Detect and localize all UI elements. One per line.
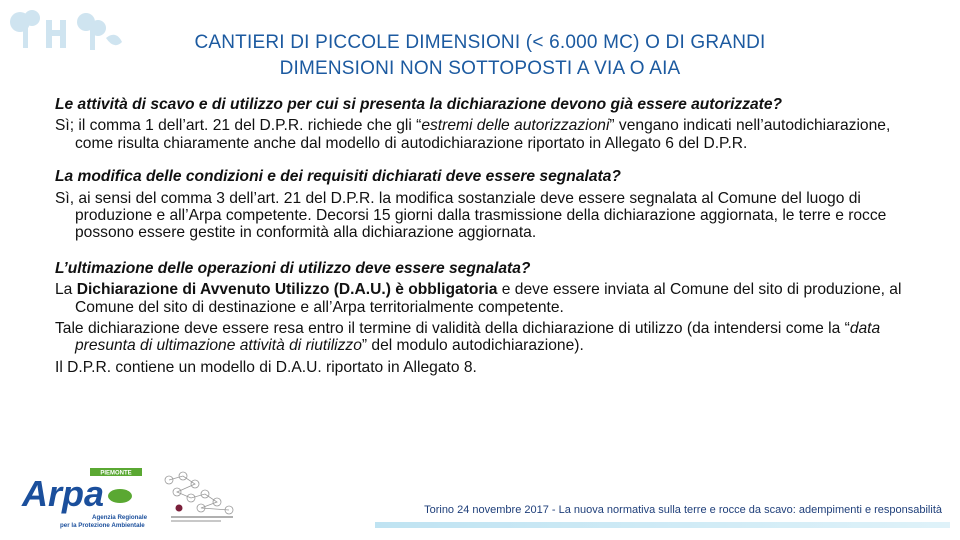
answer-1-post: ” vengano indicati nell’autodichiarazione, come risulta chiaramente anche dal modello di autodichiarazione riportato in Allegato 6 del D.P.R.	[75, 117, 891, 152]
arpa-sub-1: Agenzia Regionale	[92, 514, 148, 521]
main-content	[55, 96, 915, 376]
answer-3b-pre: Tale dichiarazione deve essere resa entro il termine di validità della dichiarazione di utilizzo (da intendersi come la “	[55, 320, 850, 338]
header-logo-icon	[6, 8, 126, 54]
answer-3b	[55, 320, 915, 355]
answer-3a-pre: La	[55, 281, 77, 299]
question-1: Le attività di scavo e di utilizzo per cui si presenta la dichiarazione devono già essere autorizzate?	[55, 96, 783, 113]
answer-1-pre: Sì; il comma 1 dell’art. 21 del D.P.R. richiede che gli “	[55, 117, 422, 135]
answer-3b-em: data presunta di ultimazione attività di riutilizzo	[75, 320, 881, 355]
title-line-2: DIMENSIONI NON SOTTOPOSTI A VIA O AIA	[279, 58, 681, 79]
answer-1	[55, 117, 915, 152]
network-logo-icon	[155, 470, 243, 528]
question-3: L’ultimazione delle operazioni di utilizzo deve essere segnalata?	[55, 259, 531, 277]
answer-2: Sì, ai sensi del comma 3 dell’art. 21 del D.P.R. la modifica sostanziale deve essere segnalata al Comune del luogo di produzione e all’Arpa competente. Decorsi 15 giorni dalla trasmissione della dichiarazione aggiornata, le terre e rocce possono essere gestite in conformità alla dichiarazione aggiornata.	[55, 189, 887, 242]
arpa-logo-text: Arpa	[22, 473, 105, 514]
footer-divider	[375, 522, 950, 528]
title-line-1: CANTIERI DI PICCOLE DIMENSIONI (< 6.000 MC) O DI GRANDI	[194, 32, 766, 53]
page-title	[120, 30, 840, 82]
arpa-logo	[20, 466, 148, 532]
answer-3b-post: ” del modulo autodichiarazione).	[361, 337, 584, 355]
answer-3a-bold: Dichiarazione di Avvenuto Utilizzo (D.A.U.) è obbligatoria	[76, 281, 498, 299]
footer-text: Torino 24 novembre 2017 - La nuova normativa sulla terre e rocce da scavo: adempimenti e responsabilità	[424, 504, 942, 516]
arpa-region-label: PIEMONTE	[100, 470, 132, 477]
answer-3a-post: e deve essere inviata al Comune del sito di produzione, al Comune del sito di destinazione e all’Arpa territorialmente competente.	[75, 281, 902, 316]
answer-3a	[55, 281, 915, 316]
question-2: La modifica delle condizioni e dei requisiti dichiarati deve essere segnalata?	[55, 168, 621, 186]
answer-1-em: estremi delle autorizzazioni	[421, 117, 610, 135]
answer-3c: Il D.P.R. contiene un modello di D.A.U. riportato in Allegato 8.	[55, 358, 477, 376]
arpa-sub-2: per la Protezione Ambientale	[60, 522, 145, 529]
